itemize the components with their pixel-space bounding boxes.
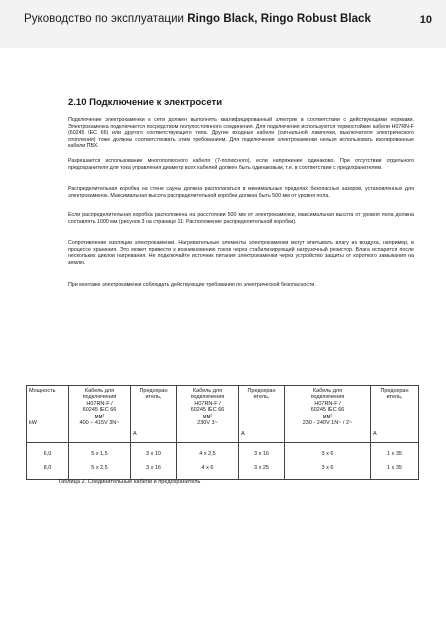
cell-fuse-1n: 1 x 35: [371, 443, 419, 462]
cell-fuse-400v: 3 x 16: [131, 461, 177, 480]
table-row: [27, 443, 419, 462]
page-number: 10: [419, 14, 432, 26]
paragraph-junction-box-distance: Если распределительная коробка расположена на расстоянии 500 мм от электрокаменки, максимальная высота от уровня пола должна составлять 1000 мм (рисунок 3 на странице 11: Расположение распределительной коробки).: [68, 212, 414, 225]
table-header-row: [27, 386, 419, 443]
header-fuse-400v: Предохран итель, A: [131, 386, 177, 443]
table-caption: Таблица 2. Соединительные кабели и предохранитель: [58, 479, 201, 485]
document-title: [24, 13, 371, 25]
cell-power: 6,0: [27, 443, 69, 462]
document-title-prefix: Руководство по эксплуатации: [24, 13, 185, 25]
cell-cable-400v: 5 x 2,5: [69, 461, 131, 480]
paragraph-safety-requirements: При монтаже электрокаменки соблюдать действующие требования по электрической безопасности.: [68, 282, 316, 288]
cell-fuse-1n: 1 x 35: [371, 461, 419, 480]
page-header: [0, 0, 446, 48]
cell-cable-230v: 4 x 6: [177, 461, 239, 480]
paragraph-connection: Подключение электрокаменки к сети должен выполнять квалифицированный электрик в соответствии с действующими нормами. Электрокаменка подключается посредством полупостоянного соединения. Для подключения используются термостойкие кабели H07RN-F (60245 IEC 66) или другого соответствующего типа. Другие входные кабели (сигнальной лампочки, выключателя электрического отопления) тоже должны соответствовать этим требованиям. Для подключения электрокаменки нельзя использовать изолированные кабели ПВХ.: [68, 117, 414, 149]
cell-cable-1n: 3 x 6: [285, 443, 371, 462]
header-cable-400v: Кабель для подключения H07RN-F / 60245 IEC 66 мм² 400 – 415V 3N~: [69, 386, 131, 443]
cell-fuse-230v: 3 x 25: [239, 461, 285, 480]
header-cable-1n: Кабель для подключения H07RN-F / 60245 IEC 66 мм² 230 - 240V 1N~ / 2~: [285, 386, 371, 443]
cell-power: 8,0: [27, 461, 69, 480]
cell-cable-400v: 5 x 1,5: [69, 443, 131, 462]
header-cable-230v: Кабель для подключения H07RN-F / 60245 IEC 66 мм² 230V 3~: [177, 386, 239, 443]
cell-fuse-400v: 3 x 10: [131, 443, 177, 462]
paragraph-insulation-resistance: Сопротивление изоляции электрокаменки. Нагревательные элементы электрокаменки могут впитывать влагу из воздуха, например, в процессе хранения. Это может привести к возникновению токов через стабилизирующий нагрузочный резистор. Влага испарится после нескольких циклов нагревания. Не подключайте источник питания электрокаменки через устройство защиты от короткого замыкания на землю.: [68, 240, 414, 266]
cell-cable-1n: 3 x 6: [285, 461, 371, 480]
header-power: Мощность kW: [27, 386, 69, 443]
paragraph-junction-box: Распределительная коробка на стене сауны должна располагаться в минимальных пределах безопасных зазоров, установленных для электрокаменок. Максимальная высота распределительной коробки должна быть 500 мм от уровня пола.: [68, 186, 414, 199]
paragraph-multipole-cable: Разрешается использование многополюсного кабеля (7-полюсного), если напряжение одинаково. При отсутствии отдельного предохранителя для тока управления диаметр всех кабелей должен быть одинаковым, т.е. в соответствии с предохранителем.: [68, 158, 414, 171]
cable-fuse-table: [26, 385, 419, 480]
document-title-brand: Ringo Black, Ringo Robust Black: [187, 13, 371, 25]
header-fuse-1n: Предохран итель, A: [371, 386, 419, 443]
cell-fuse-230v: 3 x 16: [239, 443, 285, 462]
cell-cable-230v: 4 x 2,5: [177, 443, 239, 462]
table-row: [27, 461, 419, 480]
header-fuse-230v: Предохран итель, A: [239, 386, 285, 443]
section-title: 2.10 Подключение к электросети: [68, 97, 223, 108]
